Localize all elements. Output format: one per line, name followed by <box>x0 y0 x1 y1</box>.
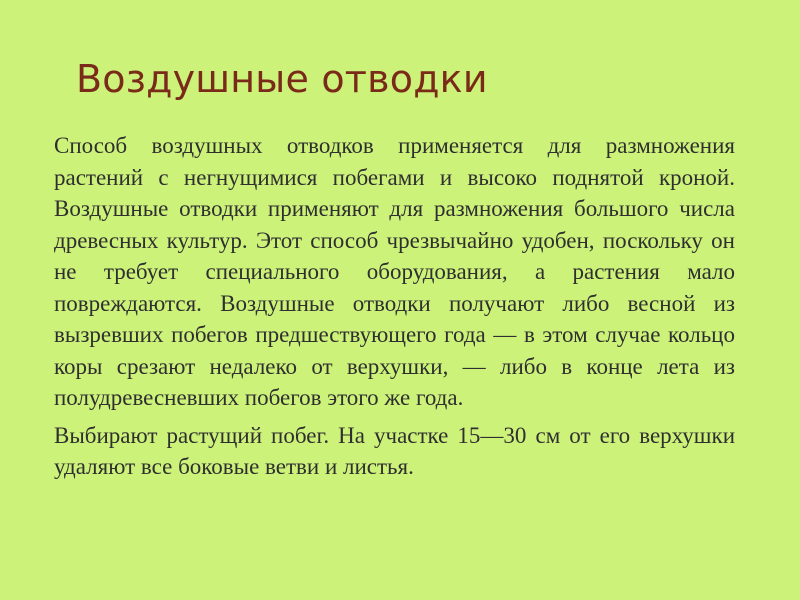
slide-body <box>54 130 735 483</box>
body-paragraph-shoot-preparation: Выбирают растущий побег. На участке 15—30 см от его верхушки удаляют все боковые ветви и листья. <box>54 422 735 479</box>
slide-title: Воздушные отводки <box>76 57 488 101</box>
body-paragraph-air-layering-method: Способ воздушных отводков применяется для размножения растений с негнущимися побегами и высоко поднятой кроной. Воздушные отводки применяют для размножения большого числа древесных культур. Этот способ чрезвычайно удобен, поскольку он не требует специального оборудования, а растения мало повреждаются. Воздушные отводки получают либо весной из вызревших побегов предшествующего года — в этом случае кольцо коры срезают недалеко от верхушки, — либо в конце лета из полудревесневших побегов этого же года. <box>54 133 735 410</box>
